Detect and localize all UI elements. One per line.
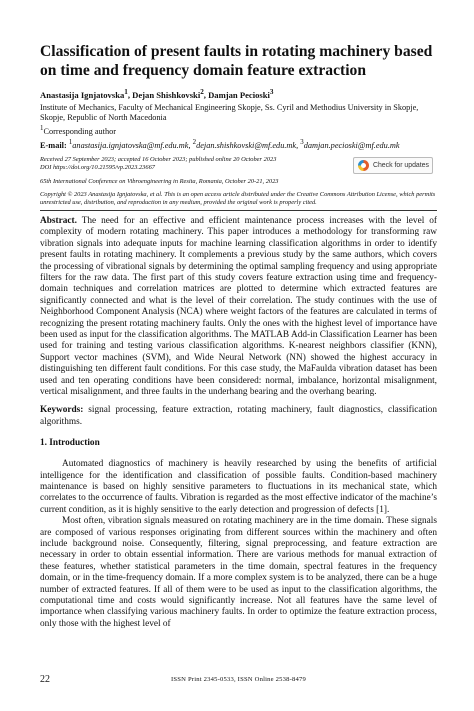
email-label: E-mail: — [40, 140, 67, 150]
keywords-label: Keywords: — [40, 405, 84, 416]
email-sup-1: 1 — [68, 139, 73, 147]
affiliation: Institute of Mechanics, Faculty of Mechanical Engineering Skopje, Ss. Cyril and Methodius University in Skopje, Skopje, Republic of North Macedonia — [40, 102, 419, 123]
divider — [40, 210, 437, 211]
abstract-text: The need for an effective and efficient maintenance process increases with the level of complexity of modern rotating machinery. This paper introduces a methodology for transforming raw vibration signals into adequate inputs for machine learning classification algorithms in order to identify present faults in rotating machinery. It complements a previous study by the same authors, which covers the processing of vibrational signals by determining the optimal sampling frequency and using appropriate filters for the raw data. The first part of this study covers feature extraction using time and frequency-domain techniques and correlation matrices are plotted to determine which extracted features are significantly connected and what is the level of their correlation. The study continues with the use of Neighborhood Component Analysis (NCA) where weight factors of the features are calculated in terms of recognizing the present rotating machinery faults. Only the ones with the highest level of importance have been used as input for the classification algorithms. The MATLAB Add-in Classification Learner has been used for training and testing various classification algorithms. K-nearest neighbors classifier (KNN), Support vector machines (SVM), and Wide Neural Network (NN) showed the highest accuracy in distinguishing ten different fault conditions. For this case study, the MaFaulda vibration dataset has been used and ten operating conditions have been considered: normal, imbalance, horizontal misalignment, vertical misalignment, and three faults in the underhang bearing and the overhang bearing. — [40, 215, 437, 397]
corresponding-sup: 1 — [40, 124, 44, 132]
abstract — [40, 216, 437, 399]
corresponding-author — [40, 124, 437, 137]
intro-paragraph-2: Most often, vibration signals measured on rotating machinery are in the time domain. These signals are composed of various responses originating from different sources within the machinery and often include background noise. Consequently, filtering, signal preprocessing, and feature extraction are necessary in order to obtain essential information. There are various methods for manual extraction of these features, whether statistical parameters in the time domain, spectral features in the frequency domain, or in the time-frequency domain. If a more complex system is to be analyzed, there can be a huge number of extracted features. If all of them were to be used as input to the classification algorithms, the computational time and costs would significantly increase. Not all features have the same level of importance when classifying various machinery faults. In order to optimize the feature extraction process, only those with the highest level of — [40, 516, 437, 629]
dates-line-1: Received 27 September 2023; accepted 16 October 2023; published online 20 October 2023 — [40, 155, 277, 163]
copyright-note: Copyright © 2023 Anastasija Ignjatovska, et al. This is an open access article distributed under the Creative Commons Attribution License, which permits unrestricted use, distribution, and reproduction in any medium, provided the original work is properly cited. — [40, 190, 436, 206]
email-line: E-mail: $^1$anastasija.ignjatovska@mf.edu.mk, $^2$dejan.shishkovski@mf.edu.mk, $^3$damjan.pecioski@mf.edu.mk — [40, 139, 400, 150]
intro-paragraph-1: Automated diagnostics of machinery is heavily researched by using the benefits of artificial intelligence for the identification and classification of possible faults. Condition-based machinery maintenance is based on highly sensitive parameters to fluctuations in its mechanical state, which correlates to the occurrence of faults. Vibration is regarded as the most effective indicator of the machine’s current condition, as it is highly sensitive to the early detection and progression of defects [1]. — [40, 459, 437, 515]
email-link-3[interactable]: damjan.pecioski@mf.edu.mk — [303, 140, 400, 150]
paper-title: Classification of present faults in rotating machinery based on time and frequency domain feature extraction — [40, 43, 433, 79]
page-number: 22 — [40, 674, 50, 685]
conference-note: 65th International Conference on Vibroengineering in Resita, Romania, October 20-21, 2023 — [40, 177, 279, 185]
email-link-2[interactable]: dejan.shishkovski@mf.edu.mk — [196, 140, 297, 150]
author-sup-3: 3 — [269, 88, 274, 96]
email-sup-2: 2 — [192, 139, 197, 147]
keywords — [40, 405, 437, 428]
crossmark-icon — [358, 160, 369, 171]
section-heading-introduction: 1. Introduction — [40, 438, 100, 449]
author-names-3: , Damjan Pecioski — [203, 89, 270, 100]
check-for-updates-button[interactable] — [353, 157, 433, 174]
email-sup-3: 3 — [300, 139, 304, 147]
check-for-updates-label: Check for updates — [373, 161, 429, 169]
author-sup-2: 2 — [200, 88, 204, 96]
doi-line[interactable]: DOI https://doi.org/10.21595/vp.2023.23667 — [40, 163, 155, 171]
corresponding-text: Corresponding author — [43, 126, 117, 136]
dates-block — [40, 156, 437, 178]
author-names-2: , Dejan Shishkovski — [127, 89, 201, 100]
keywords-text: signal processing, feature extraction, rotating machinery, fault diagnostics, classification algorithms. — [40, 405, 437, 427]
page-footer — [40, 674, 437, 686]
paper-page — [40, 42, 437, 630]
abstract-label: Abstract. — [40, 215, 77, 226]
author-list — [40, 87, 437, 101]
author-sup-1: 1 — [124, 88, 128, 96]
publication-dates — [40, 156, 340, 172]
issn-line: ISSN Print 2345-0533, ISSN Online 2538-8479 — [171, 676, 306, 683]
email-link-1[interactable]: anastasija.ignjatovska@mf.edu.mk — [72, 140, 189, 150]
author-names-1: Anastasija Ignjatovska — [40, 89, 125, 100]
